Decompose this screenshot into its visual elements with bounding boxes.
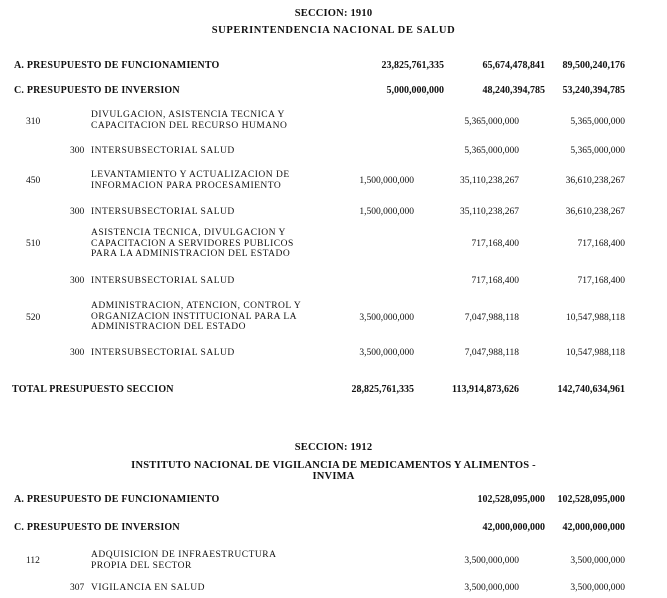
program-code: 520 xyxy=(26,313,41,323)
section-1912-label: SECCION: 1912 xyxy=(294,442,373,453)
inversion-1912-v2: 42,000,000,000 xyxy=(482,522,545,533)
subprogram-v1: 3,500,000,000 xyxy=(359,348,414,358)
program-description: ADQUISICION DE INFRAESTRUCTURA PROPIA DEL SECTOR xyxy=(91,550,277,571)
funcionamiento-v2: 65,674,478,841 xyxy=(482,60,545,71)
subprogram-code: 307 xyxy=(70,583,85,593)
subprogram-v3: 36,610,238,267 xyxy=(565,207,625,217)
subprogram-description: INTERSUBSECTORIAL SALUD xyxy=(91,348,235,358)
inversion-label: C. PRESUPUESTO DE INVERSION xyxy=(14,85,180,96)
subprogram-v2: 717,168,400 xyxy=(471,276,519,286)
funcionamiento-1912-v2: 102,528,095,000 xyxy=(477,494,545,505)
subprogram-code: 300 xyxy=(70,146,85,156)
inversion-v3: 53,240,394,785 xyxy=(562,85,625,96)
funcionamiento-1912-v3: 102,528,095,000 xyxy=(557,494,625,505)
program-v2: 5,365,000,000 xyxy=(464,117,519,127)
subprogram-v2: 7,047,988,118 xyxy=(464,348,519,358)
subprogram-v3: 5,365,000,000 xyxy=(570,146,625,156)
program-v1: 3,500,000,000 xyxy=(359,313,414,323)
subprogram-v2: 5,365,000,000 xyxy=(464,146,519,156)
subprogram-v3: 10,547,988,118 xyxy=(565,348,625,358)
program-description: DIVULGACION, ASISTENCIA TECNICA Y CAPACITACION DEL RECURSO HUMANO xyxy=(91,110,288,131)
program-description: LEVANTAMIENTO Y ACTUALIZACION DE INFORMACION PARA PROCESAMIENTO xyxy=(91,170,290,191)
total-v3: 142,740,634,961 xyxy=(557,384,625,395)
section-1910-entity: SUPERINTENDENCIA NACIONAL DE SALUD xyxy=(211,25,456,36)
subprogram-v1: 1,500,000,000 xyxy=(359,207,414,217)
inversion-v1: 5,000,000,000 xyxy=(386,85,444,96)
funcionamiento-1912-label: A. PRESUPUESTO DE FUNCIONAMIENTO xyxy=(14,494,220,505)
inversion-1912-label: C. PRESUPUESTO DE INVERSION xyxy=(14,522,180,533)
inversion-1912-v3: 42,000,000,000 xyxy=(562,522,625,533)
subprogram-description: VIGILANCIA EN SALUD xyxy=(91,583,205,593)
subprogram-description: INTERSUBSECTORIAL SALUD xyxy=(91,276,235,286)
section-1910-label: SECCION: 1910 xyxy=(294,8,373,19)
program-description: ASISTENCIA TECNICA, DIVULGACION Y CAPACITACION A SERVIDORES PUBLICOS PARA LA ADMINISTRACION DEL ESTADO xyxy=(91,228,294,259)
subprogram-code: 300 xyxy=(70,276,85,286)
program-v1: 1,500,000,000 xyxy=(359,176,414,186)
subprogram-v2: 3,500,000,000 xyxy=(464,583,519,593)
funcionamiento-v3: 89,500,240,176 xyxy=(562,60,625,71)
program-code: 510 xyxy=(26,239,41,249)
program-description: ADMINISTRACION, ATENCION, CONTROL Y ORGANIZACION INSTITUCIONAL PARA LA ADMINISTRACION DEL ESTADO xyxy=(91,301,302,332)
program-code: 450 xyxy=(26,176,41,186)
program-code: 310 xyxy=(26,117,41,127)
inversion-v2: 48,240,394,785 xyxy=(482,85,545,96)
program-v2: 7,047,988,118 xyxy=(464,313,519,323)
funcionamiento-v1: 23,825,761,335 xyxy=(381,60,444,71)
subprogram-description: INTERSUBSECTORIAL SALUD xyxy=(91,146,235,156)
total-v2: 113,914,873,626 xyxy=(452,384,519,395)
program-v2: 717,168,400 xyxy=(471,239,519,249)
program-code: 112 xyxy=(26,556,40,566)
program-v2: 3,500,000,000 xyxy=(464,556,519,566)
subprogram-description: INTERSUBSECTORIAL SALUD xyxy=(91,207,235,217)
subprogram-v2: 35,110,238,267 xyxy=(459,207,519,217)
subprogram-v3: 3,500,000,000 xyxy=(570,583,625,593)
subprogram-code: 300 xyxy=(70,348,85,358)
subprogram-code: 300 xyxy=(70,207,85,217)
program-v3: 5,365,000,000 xyxy=(570,117,625,127)
program-v3: 3,500,000,000 xyxy=(570,556,625,566)
total-label: TOTAL PRESUPUESTO SECCION xyxy=(12,384,174,395)
program-v3: 10,547,988,118 xyxy=(565,313,625,323)
funcionamiento-label: A. PRESUPUESTO DE FUNCIONAMIENTO xyxy=(14,60,220,71)
program-v3: 36,610,238,267 xyxy=(565,176,625,186)
program-v3: 717,168,400 xyxy=(577,239,625,249)
section-1912-entity-line2: INVIMA xyxy=(312,471,355,482)
program-v2: 35,110,238,267 xyxy=(459,176,519,186)
total-v1: 28,825,761,335 xyxy=(351,384,414,395)
subprogram-v3: 717,168,400 xyxy=(577,276,625,286)
section-1912-entity-line1: INSTITUTO NACIONAL DE VIGILANCIA DE MEDICAMENTOS Y ALIMENTOS - xyxy=(131,460,536,471)
